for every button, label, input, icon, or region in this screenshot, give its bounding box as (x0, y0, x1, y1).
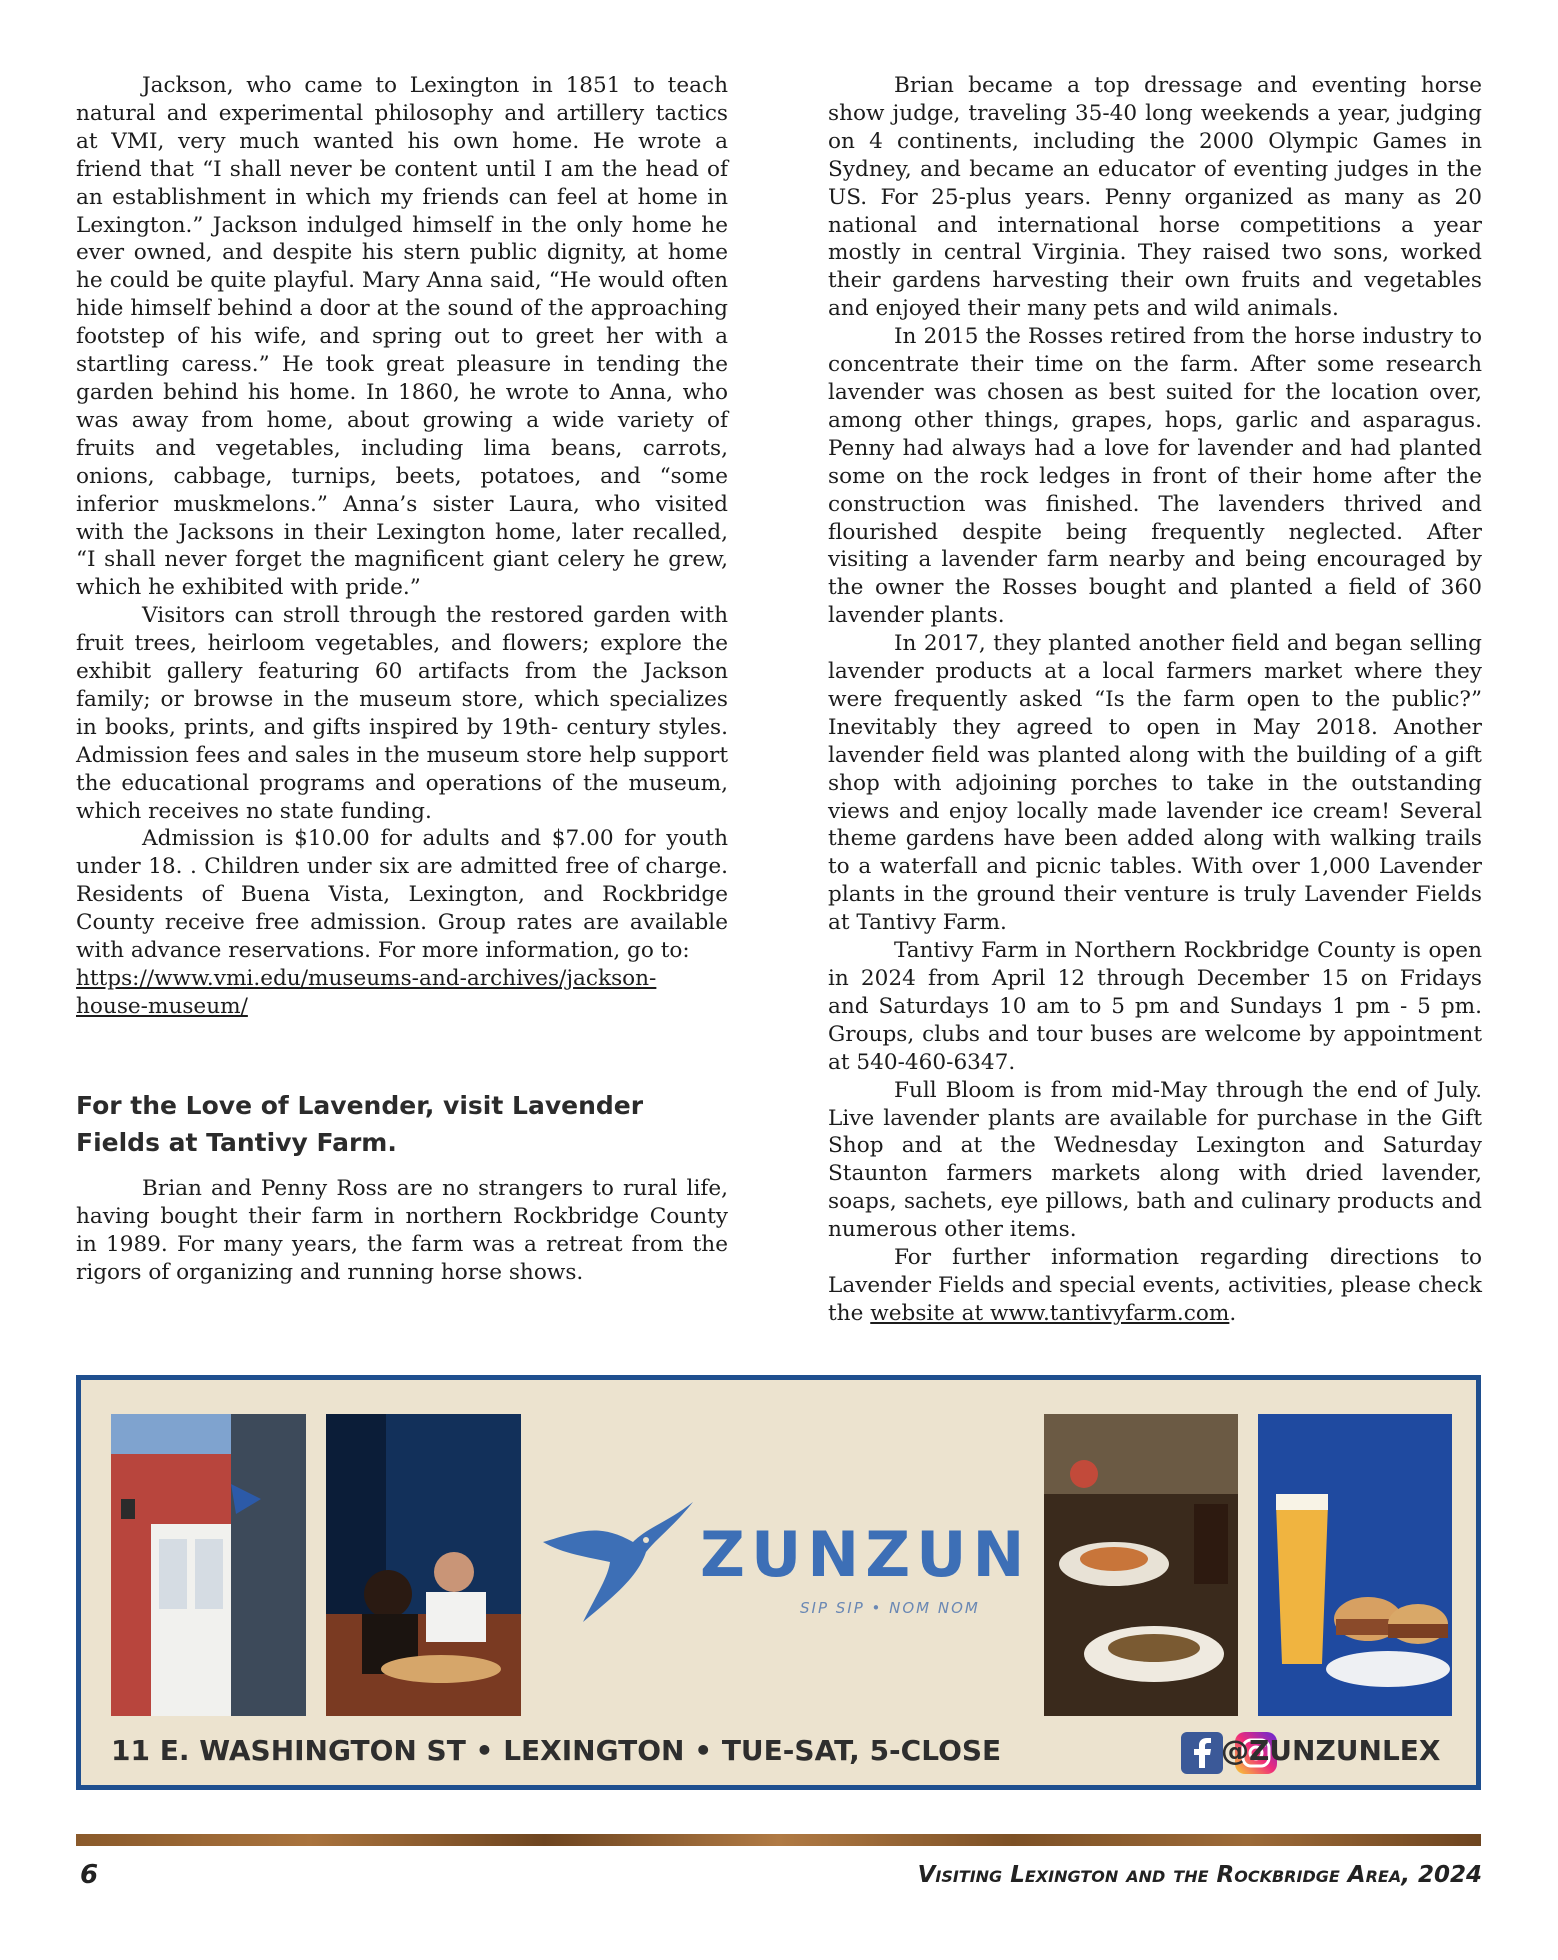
facebook-icon[interactable] (1181, 1732, 1223, 1774)
zunzun-advertisement[interactable] (76, 1375, 1481, 1790)
paragraph: Full Bloom is from mid-May through the end of July. Live lavender plants are available for purchase in the Gift Shop and at the Wednesday Lexington and Saturday Staunton farmers markets along with dried lavender, soaps, sachets, eye pillows, bath and culinary products and numerous other items. (828, 1077, 1482, 1243)
tantivy-website-link[interactable]: website at www.tantivyfarm.com (870, 1300, 1230, 1326)
social-handle[interactable]: @ZUNZUNLEX (1221, 1734, 1441, 1767)
paragraph: Jackson, who came to Lexington in 1851 to teach natural and experimental philosophy and artillery tactics at VMI, very much wanted his own home. He wrote a friend that “I shall never be content until I am the head of an establishment in which my friends can feel at home in Lexington.” Jackson indulged himself in the only home he ever owned, and despite his stern public dignity, at home he could be quite playful. Mary Anna said, “He would often hide himself behind a door at the sound of the approaching footstep of his wife, and spring out to greet her with a startling caress.” He took great pleasure in tending the garden behind his home. In 1860, he wrote to Anna, who was away from home, about growing a wide variety of fruits and vegetables, including lima beans, carrots, onions, cabbage, turnips, beets, potatoes, and “some inferior muskmelons.” Anna’s sister Laura, who visited with the Jacksons in their Lexington home, later recalled, “I shall never forget the magnificent giant celery he grew, which he exhibited with pride.” (76, 73, 728, 601)
restaurant-exterior-photo (111, 1414, 306, 1716)
ad-footer (111, 1730, 1451, 1776)
paragraph: Visitors can stroll through the restored garden with fruit trees, heirloom vegetables, and flowers; explore the exhibit gallery featuring 60 artifacts from the Jackson family; or browse in the museum store, which specializes in books, prints, and gifts inspired by 19th- century styles. Admission fees and sales in the museum store help support the educational programs and operations of the museum, which receives no state funding. (76, 603, 728, 824)
paragraph: Brian and Penny Ross are no strangers to rural life, having bought their farm in northern Rockbridge County in 1989. For many years, the farm was a retreat from the rigors of organizing and running horse shows. (76, 1175, 728, 1285)
hummingbird-icon (538, 1482, 698, 1632)
jackson-house-link[interactable]: https://www.vmi.edu/museums-and-archives/jackson-house-museum/ (76, 966, 657, 1019)
ad-address-hours: 11 E. WASHINGTON ST • LEXINGTON • TUE-SAT, 5-CLOSE (111, 1734, 1002, 1767)
left-column (76, 72, 728, 1286)
article-heading: For the Love of Lavender, visit Lavender Fields at Tantivy Farm. (76, 1090, 644, 1157)
paragraph-text: Admission is $10.00 for adults and $7.00 for youth under 18. . Children under six are admitted free of charge. Residents of Buena Vista, Lexington, and Rockbridge County receive free admission. Group rates are available with advance reservations. For more information, go to: (76, 826, 728, 964)
publication-title: Visiting Lexington and the Rockbridge Area, 2024 (917, 1862, 1482, 1888)
diners-photo (326, 1414, 521, 1716)
paragraph-text: For further information regarding directions to Lavender Fields and special events, activities, please check the (828, 1245, 1482, 1326)
paragraph (828, 1244, 1482, 1328)
right-column (828, 72, 1482, 1328)
page-number: 6 (80, 1860, 99, 1890)
paragraph: In 2015 the Rosses retired from the horse industry to concentrate their time on the farm. After some research lavender was chosen as best suited for the location over, among other things, grapes, hops, garlic and asparagus. Penny had always had a love for lavender and had planted some on the rock ledges in front of their home after the construction was finished. The lavenders thrived and flourished despite being frequently neglected. After visiting a lavender farm nearby and being encouraged by the owner the Rosses bought and planted a field of 360 lavender plants. (828, 324, 1482, 629)
beer-and-sliders-photo (1258, 1414, 1452, 1716)
zunzun-logo (538, 1482, 1031, 1632)
footer-divider (76, 1834, 1481, 1846)
paragraph: In 2017, they planted another field and began selling lavender products at a local farmers market where they were frequently asked “Is the farm open to the public?” Inevitably they agreed to open in May 2018. Another lavender field was planted along with the building of a gift shop with adjoining porches to take in the outstanding views and enjoy locally made lavender ice cream! Several theme gardens have been added along with walking trails to a waterfall and picnic tables. With over 1,000 Lavender plants in the ground their venture is truly Lavender Fields at Tantivy Farm. (828, 631, 1482, 936)
paragraph: Brian became a top dressage and eventing horse show judge, traveling 35-40 long weekends a year, judging on 4 continents, including the 2000 Olympic Games in Sydney, and became an educator of eventing judges in the US. For 25-plus years. Penny organized as many as 20 national and international horse competitions a year mostly in central Virginia. They raised two sons, worked their gardens harvesting their own fruits and vegetables and enjoyed their many pets and wild animals. (828, 73, 1482, 322)
food-platter-photo (1044, 1414, 1238, 1716)
paragraph: Tantivy Farm in Northern Rockbridge County is open in 2024 from April 12 through December 15 on Fridays and Saturdays 10 am to 5 pm and Sundays 1 pm - 5 pm. Groups, clubs and tour buses are welcome by appointment at 540-460-6347. (828, 938, 1482, 1075)
period: . (1229, 1300, 1237, 1326)
paragraph (76, 825, 728, 1020)
brand-tagline: SIP SIP • NOM NOM (800, 1599, 980, 1617)
brand-name: ZUNZUN (700, 1518, 1031, 1591)
